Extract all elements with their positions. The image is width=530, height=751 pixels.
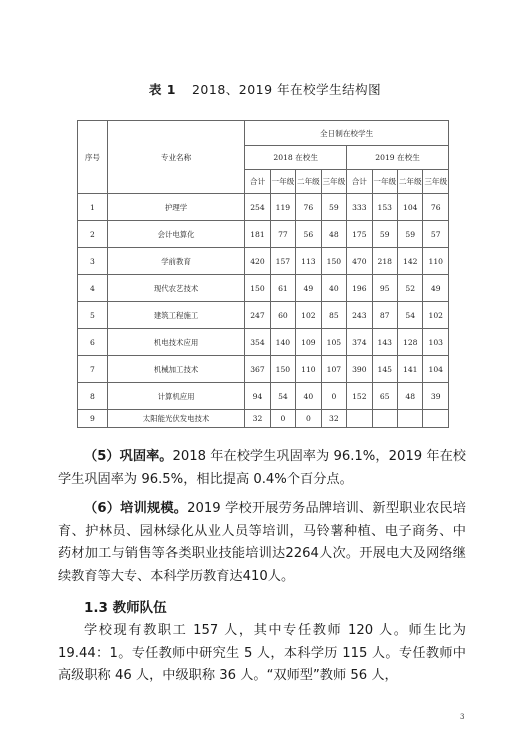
row-value-cell: 150 (245, 275, 270, 302)
header-2019: 2019 在校生 (347, 146, 449, 170)
header-sub: 一年级 (270, 170, 295, 194)
retention-rate-paragraph (58, 446, 466, 491)
row-value-cell: 48 (398, 383, 423, 410)
row-value-cell: 104 (398, 194, 423, 221)
row-value-cell: 104 (423, 356, 449, 383)
row-value-cell: 374 (347, 329, 372, 356)
row-value-cell: 243 (347, 302, 372, 329)
header-sub: 三年级 (423, 170, 449, 194)
table-row (78, 248, 449, 275)
row-value-cell: 247 (245, 302, 270, 329)
row-seq-cell: 5 (78, 302, 108, 329)
row-seq-cell: 7 (78, 356, 108, 383)
table-row (78, 383, 449, 410)
row-value-cell: 105 (321, 329, 346, 356)
row-value-cell: 102 (423, 302, 449, 329)
row-value-cell: 218 (372, 248, 397, 275)
row-value-cell: 333 (347, 194, 372, 221)
row-value-cell (398, 410, 423, 428)
row-value-cell: 32 (245, 410, 270, 428)
header-sub: 三年级 (321, 170, 346, 194)
teacher-paragraph: 学校现有教职工 157 人，其中专任教师 120 人。师生比为 19.44：1。专任教师中研究生 5 人，本科学历 115 人。专任教师中高级职称 46 人，中级职称 36 人。“双师型”教师 56 人， (58, 623, 466, 683)
row-value-cell: 0 (296, 410, 321, 428)
table-row (78, 302, 449, 329)
row-value-cell: 367 (245, 356, 270, 383)
table-row (78, 356, 449, 383)
row-value-cell: 0 (321, 383, 346, 410)
table-row (78, 221, 449, 248)
row-seq-cell: 2 (78, 221, 108, 248)
header-sub: 二年级 (296, 170, 321, 194)
row-value-cell: 107 (321, 356, 346, 383)
header-fulltime-students: 全日制在校学生 (245, 121, 449, 146)
row-value-cell: 87 (372, 302, 397, 329)
row-value-cell: 59 (398, 221, 423, 248)
row-value-cell: 110 (423, 248, 449, 275)
row-seq-cell: 3 (78, 248, 108, 275)
row-value-cell: 39 (423, 383, 449, 410)
row-value-cell: 65 (372, 383, 397, 410)
row-value-cell: 141 (398, 356, 423, 383)
row-value-cell: 85 (321, 302, 346, 329)
row-value-cell: 354 (245, 329, 270, 356)
training-scale-lead: （6）培训规模。 (84, 501, 188, 516)
row-major-cell: 建筑工程施工 (107, 302, 244, 329)
row-seq-cell: 9 (78, 410, 108, 428)
row-value-cell: 40 (321, 275, 346, 302)
row-value-cell: 143 (372, 329, 397, 356)
section-heading: 1.3 教师队伍 (84, 600, 167, 616)
row-major-cell: 太阳能光伏发电技术 (107, 410, 244, 428)
row-value-cell: 52 (398, 275, 423, 302)
row-value-cell: 128 (398, 329, 423, 356)
table-row (78, 410, 449, 428)
header-sub: 合计 (245, 170, 270, 194)
row-value-cell: 57 (423, 221, 449, 248)
row-value-cell (372, 410, 397, 428)
row-major-cell: 机械加工技术 (107, 356, 244, 383)
row-value-cell: 153 (372, 194, 397, 221)
row-value-cell: 142 (398, 248, 423, 275)
row-major-cell: 会计电算化 (107, 221, 244, 248)
row-major-cell: 机电技术应用 (107, 329, 244, 356)
row-value-cell (423, 410, 449, 428)
row-major-cell: 现代农艺技术 (107, 275, 244, 302)
table-row (78, 329, 449, 356)
table-caption-number: 表 1 (148, 82, 176, 97)
row-major-cell: 计算机应用 (107, 383, 244, 410)
row-value-cell: 420 (245, 248, 270, 275)
row-value-cell: 95 (372, 275, 397, 302)
row-value-cell: 76 (296, 194, 321, 221)
row-value-cell: 49 (296, 275, 321, 302)
table-row (78, 275, 449, 302)
row-seq-cell: 6 (78, 329, 108, 356)
header-sub: 二年级 (398, 170, 423, 194)
row-value-cell: 103 (423, 329, 449, 356)
row-seq-cell: 4 (78, 275, 108, 302)
row-value-cell (347, 410, 372, 428)
header-major: 专业名称 (107, 121, 244, 194)
row-value-cell: 40 (296, 383, 321, 410)
row-value-cell: 76 (423, 194, 449, 221)
student-structure-table (77, 120, 449, 428)
training-scale-paragraph (58, 498, 466, 588)
row-value-cell: 109 (296, 329, 321, 356)
row-value-cell: 175 (347, 221, 372, 248)
row-major-cell: 护理学 (107, 194, 244, 221)
header-2018: 2018 在校生 (245, 146, 347, 170)
row-value-cell: 77 (270, 221, 295, 248)
row-value-cell: 59 (372, 221, 397, 248)
row-value-cell: 254 (245, 194, 270, 221)
row-value-cell: 150 (270, 356, 295, 383)
table-caption (0, 80, 530, 98)
header-sub: 一年级 (372, 170, 397, 194)
row-value-cell: 0 (270, 410, 295, 428)
row-value-cell: 196 (347, 275, 372, 302)
row-value-cell: 119 (270, 194, 295, 221)
training-scale-text: 2019 学校开展劳务品牌培训、新型职业农民培育、护林员、园林绿化从业人员等培训，马铃薯种植、电子商务、中药材加工与销售等各类职业技能培训达2264人次。开展电大及网络继续教育等大专、本科学历教育达410人。 (58, 501, 466, 584)
retention-rate-lead: （5）巩固率。 (84, 449, 173, 464)
row-value-cell: 140 (270, 329, 295, 356)
row-value-cell: 113 (296, 248, 321, 275)
row-value-cell: 59 (321, 194, 346, 221)
table-row (78, 194, 449, 221)
header-seq: 序号 (78, 121, 108, 194)
row-value-cell: 390 (347, 356, 372, 383)
row-value-cell: 54 (270, 383, 295, 410)
page-number: 3 (460, 713, 465, 721)
row-value-cell: 61 (270, 275, 295, 302)
row-major-cell: 学前教育 (107, 248, 244, 275)
row-value-cell: 181 (245, 221, 270, 248)
table-body (78, 194, 449, 428)
row-seq-cell: 8 (78, 383, 108, 410)
row-value-cell: 49 (423, 275, 449, 302)
row-value-cell: 470 (347, 248, 372, 275)
row-value-cell: 48 (321, 221, 346, 248)
row-value-cell: 157 (270, 248, 295, 275)
header-sub: 合计 (347, 170, 372, 194)
row-value-cell: 60 (270, 302, 295, 329)
row-value-cell: 102 (296, 302, 321, 329)
row-seq-cell: 1 (78, 194, 108, 221)
row-value-cell: 145 (372, 356, 397, 383)
row-value-cell: 152 (347, 383, 372, 410)
row-value-cell: 56 (296, 221, 321, 248)
table-caption-title: 2018、2019 年在校学生结构图 (191, 82, 382, 97)
row-value-cell: 150 (321, 248, 346, 275)
row-value-cell: 110 (296, 356, 321, 383)
row-value-cell: 32 (321, 410, 346, 428)
row-value-cell: 54 (398, 302, 423, 329)
retention-rate-text: 2018 年在校学生巩固率为 96.1%，2019 年在校学生巩固率为 96.5%，相比提高 0.4%个百分点。 (58, 449, 466, 487)
row-value-cell: 94 (245, 383, 270, 410)
